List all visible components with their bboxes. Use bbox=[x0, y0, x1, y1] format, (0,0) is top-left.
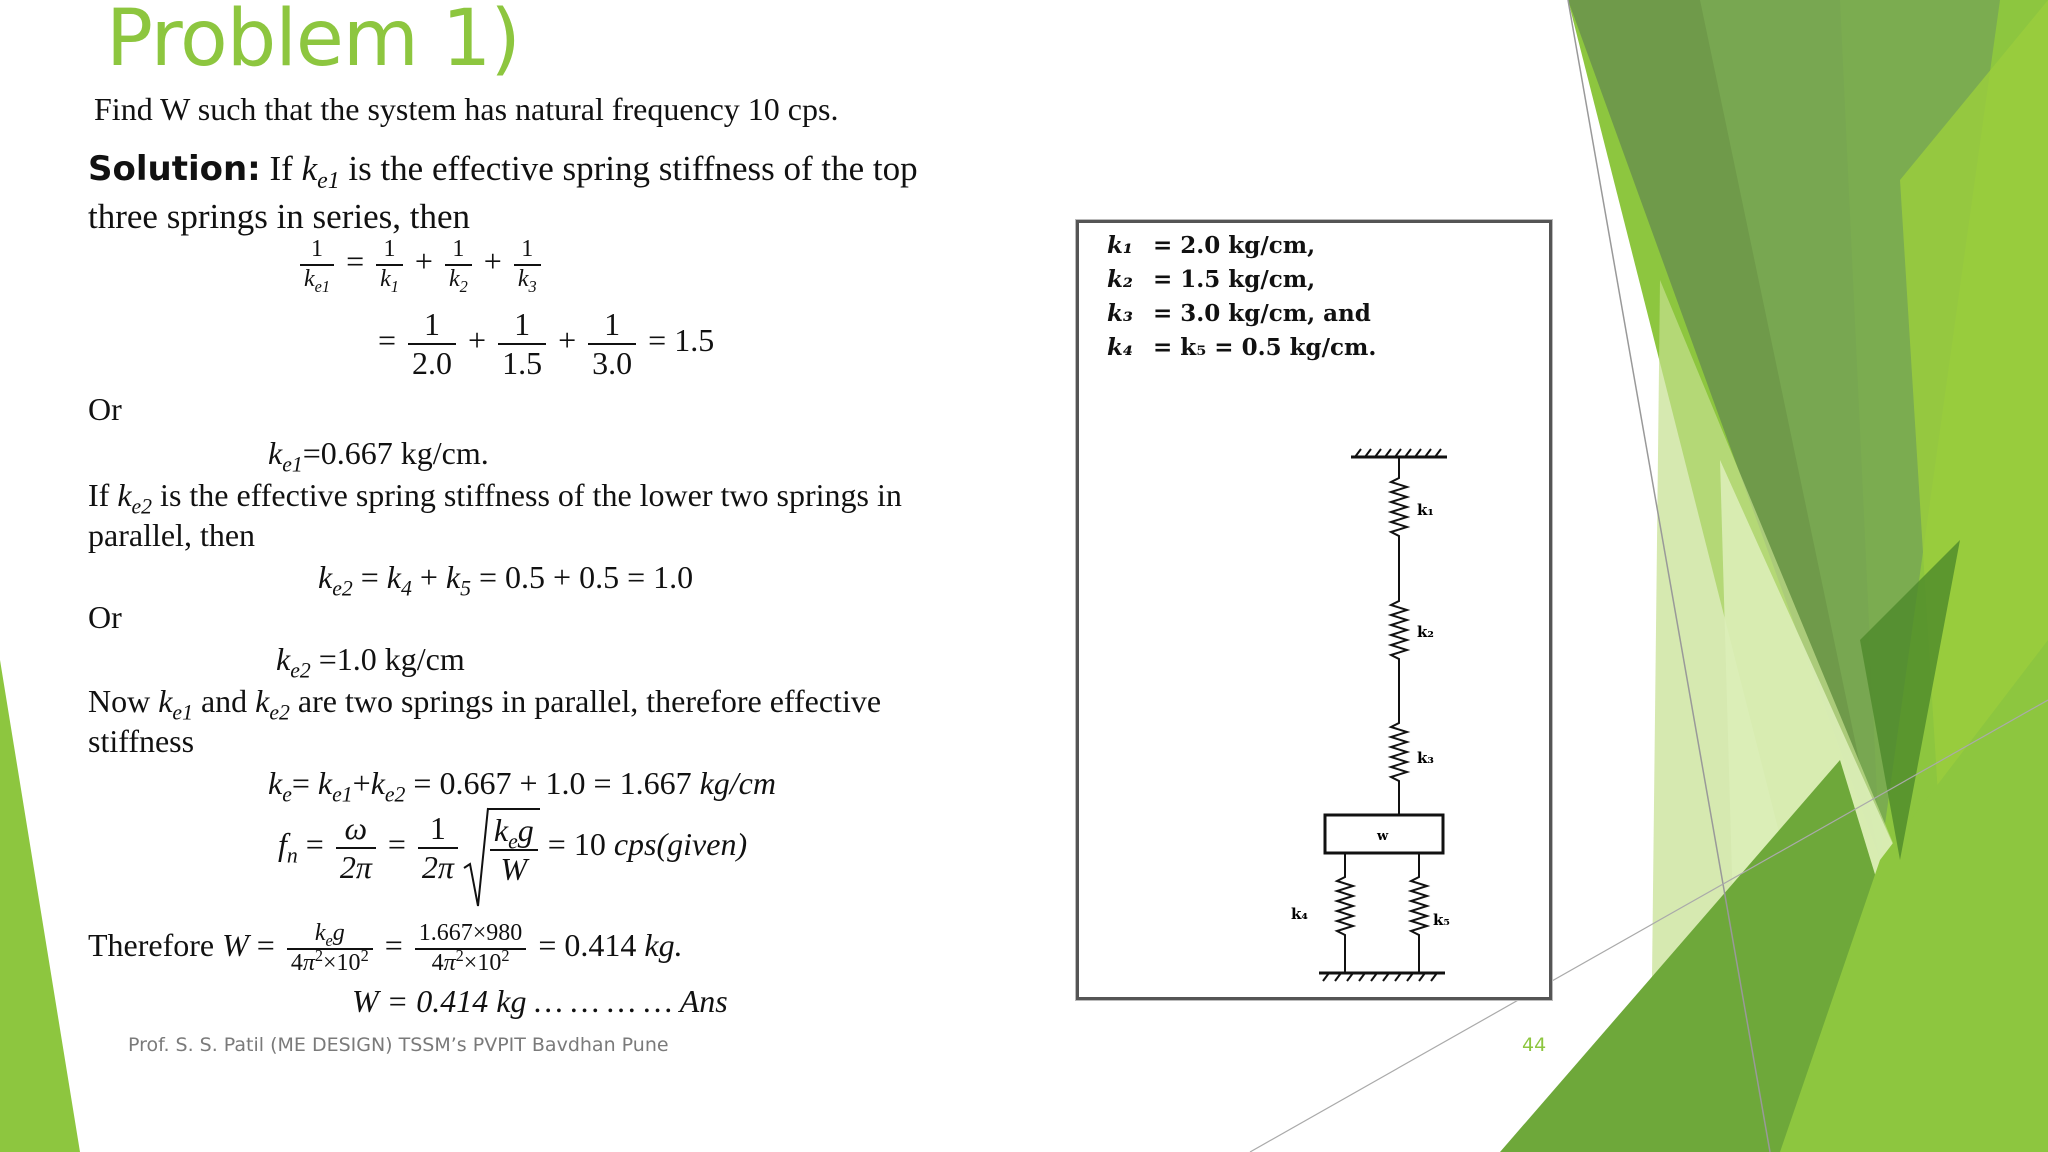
label-k1: k₁ bbox=[1417, 501, 1434, 519]
label-k2: k₂ bbox=[1417, 623, 1434, 641]
or-text-1: Or bbox=[88, 391, 122, 427]
w-equation: Therefore W = $\frac{k_eg}{4\pi^2\times 10^2}$ = $\frac{1.667\times 980}{4\pi^2\times 10^2}$ = 0.414 kg. bbox=[88, 920, 683, 976]
solution-line-1: Solution: If $k_{e1}$ is the effective spring stiffness of the top bbox=[88, 149, 918, 194]
label-w: w bbox=[1377, 829, 1389, 844]
fn-formula: $f_n$ = $\frac{\omega}{2\pi}$ = $\frac{1}{2\pi}$ $\frac{k_eg}{W}$ = 10 cps(given) bbox=[278, 808, 747, 888]
given-k1: k₁ = 2.0 kg/cm, bbox=[1107, 232, 1316, 259]
ke2-intro: If $k_{e2}$ is the effective spring stiffness of the lower two springs in bbox=[88, 477, 902, 519]
footer-credit: Prof. S. S. Patil (ME DESIGN) TSSM’s PVPIT Bavdhan Pune bbox=[128, 1034, 669, 1056]
label-k5: k₅ bbox=[1433, 911, 1450, 929]
series-formula: $\frac{1}{k_{e1}}$ = $\frac{1}{k_1}$ + $\frac{1}{k_2}$ + $\frac{1}{k_3}$ bbox=[296, 236, 545, 293]
final-answer: W = 0.414 kg … … … … Ans bbox=[352, 983, 728, 1019]
spring-k3 bbox=[1391, 687, 1407, 815]
spring-system-figure bbox=[1076, 220, 1552, 1000]
given-k2: k₂ = 1.5 kg/cm, bbox=[1107, 266, 1316, 293]
page-number: 44 bbox=[1522, 1034, 1547, 1056]
spring-k5 bbox=[1411, 853, 1427, 973]
ke2-equation: $k_{e2} = k_4 + k_5 = 0.5 + 0.5 = 1.0$ bbox=[318, 559, 694, 601]
ke1-value: $k_{e1}=0.667$ kg/cm. bbox=[268, 435, 489, 477]
spring-diagram bbox=[1079, 223, 1549, 997]
spring-k4 bbox=[1337, 853, 1353, 973]
slide-title: Problem 1) bbox=[106, 0, 520, 84]
sqrt-symbol: $\frac{k_eg}{W}$ bbox=[462, 808, 540, 888]
given-k3: k₃ = 3.0 kg/cm, and bbox=[1107, 300, 1371, 327]
series-values: = $\frac{1}{2.0}$ + $\frac{1}{1.5}$ + $\frac{1}{3.0}$ = 1.5 bbox=[378, 306, 715, 381]
ke-equation: $k_e= k_{e1}+k_{e2} = 0.667 + 1.0 = 1.667$ kg/cm bbox=[268, 765, 776, 807]
problem-statement: Find W such that the system has natural frequency 10 cps. bbox=[94, 91, 839, 127]
spring-k1 bbox=[1391, 457, 1407, 559]
stiffness-word: stiffness bbox=[88, 723, 195, 759]
parallel-then: parallel, then bbox=[88, 517, 256, 553]
spring-k2 bbox=[1391, 559, 1407, 687]
parallel-intro: Now $k_{e1}$ and $k_{e2}$ are two springs in parallel, therefore effective bbox=[88, 683, 882, 725]
solution-line-2: three springs in series, then bbox=[88, 197, 470, 236]
label-k3: k₃ bbox=[1417, 749, 1434, 767]
given-k4-k5: k₄ = k₅ = 0.5 kg/cm. bbox=[1107, 334, 1377, 361]
solution-label: Solution: bbox=[88, 149, 261, 189]
ke2-value: $k_{e2} =1.0$ kg/cm bbox=[276, 641, 465, 683]
or-text-2: Or bbox=[88, 599, 122, 635]
label-k4: k₄ bbox=[1291, 905, 1308, 923]
solution-text-a: If bbox=[260, 149, 302, 188]
solution-text-b: is the effective spring stiffness of the top bbox=[339, 149, 918, 188]
